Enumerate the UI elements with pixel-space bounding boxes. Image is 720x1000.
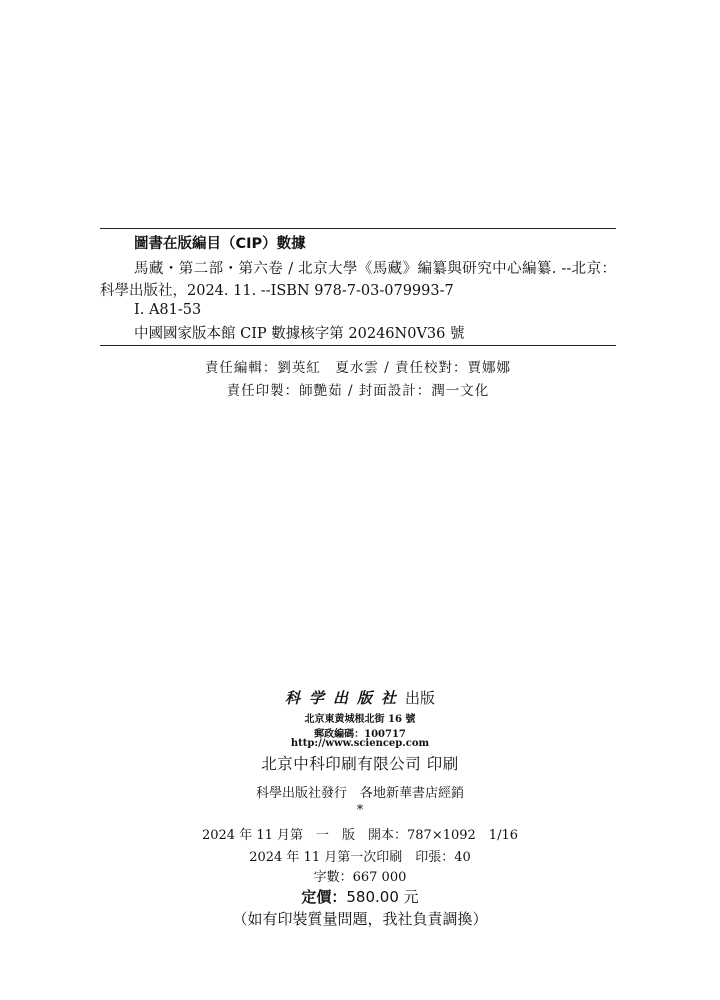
separator-star: * xyxy=(356,803,364,818)
cip-top-rule xyxy=(100,228,616,229)
printer-line: 北京中科印刷有限公司 印刷 xyxy=(261,755,459,773)
distribution-line: 科學出版社發行 各地新華書店經銷 xyxy=(255,786,464,801)
cip-bottom-rule xyxy=(100,345,616,346)
cip-classification: Ⅰ. A81-53 xyxy=(134,302,202,318)
staff-production: 責任印製：師艷茹 / 封面設計：潤一文化 xyxy=(226,383,490,399)
price-label: 定價： xyxy=(301,888,347,906)
publisher-line xyxy=(0,687,720,708)
cip-description: 馬藏・第二部・第六卷 / 北京大學《馬藏》編纂與研究中心編纂. --北京：科學出版社，2024. 11. --ISBN 978-7-03-079993-7 xyxy=(100,261,616,299)
publisher-website: http://www.sciencep.com xyxy=(290,738,430,749)
publisher-logo: 科学出版社 xyxy=(284,689,405,707)
edition-line: 2024 年 11 月第 一 版 開本：787×1092 1/16 xyxy=(201,828,518,843)
cip-title: 圖書在版編目（CIP）數據 xyxy=(134,236,306,252)
publisher-postcode: 郵政編碼：100717 xyxy=(314,729,406,740)
staff-editors: 責任編輯：劉英紅 夏水雲 / 責任校對：賈娜娜 xyxy=(204,360,512,376)
quality-notice: （如有印裝質量問題，我社負責調換） xyxy=(232,910,488,928)
publisher-suffix: 出版 xyxy=(405,689,436,707)
cip-number: 中國國家版本館 CIP 數據核字第 20246N0V36 號 xyxy=(134,326,465,342)
printing-line: 2024 年 11 月第一次印刷 印張：40 xyxy=(249,850,471,865)
price-value: 580.00 元 xyxy=(346,888,419,906)
price-line xyxy=(0,886,720,907)
publisher-address: 北京東黄城根北街 16 號 xyxy=(304,714,416,725)
word-count-line: 字數：667 000 xyxy=(313,870,407,885)
